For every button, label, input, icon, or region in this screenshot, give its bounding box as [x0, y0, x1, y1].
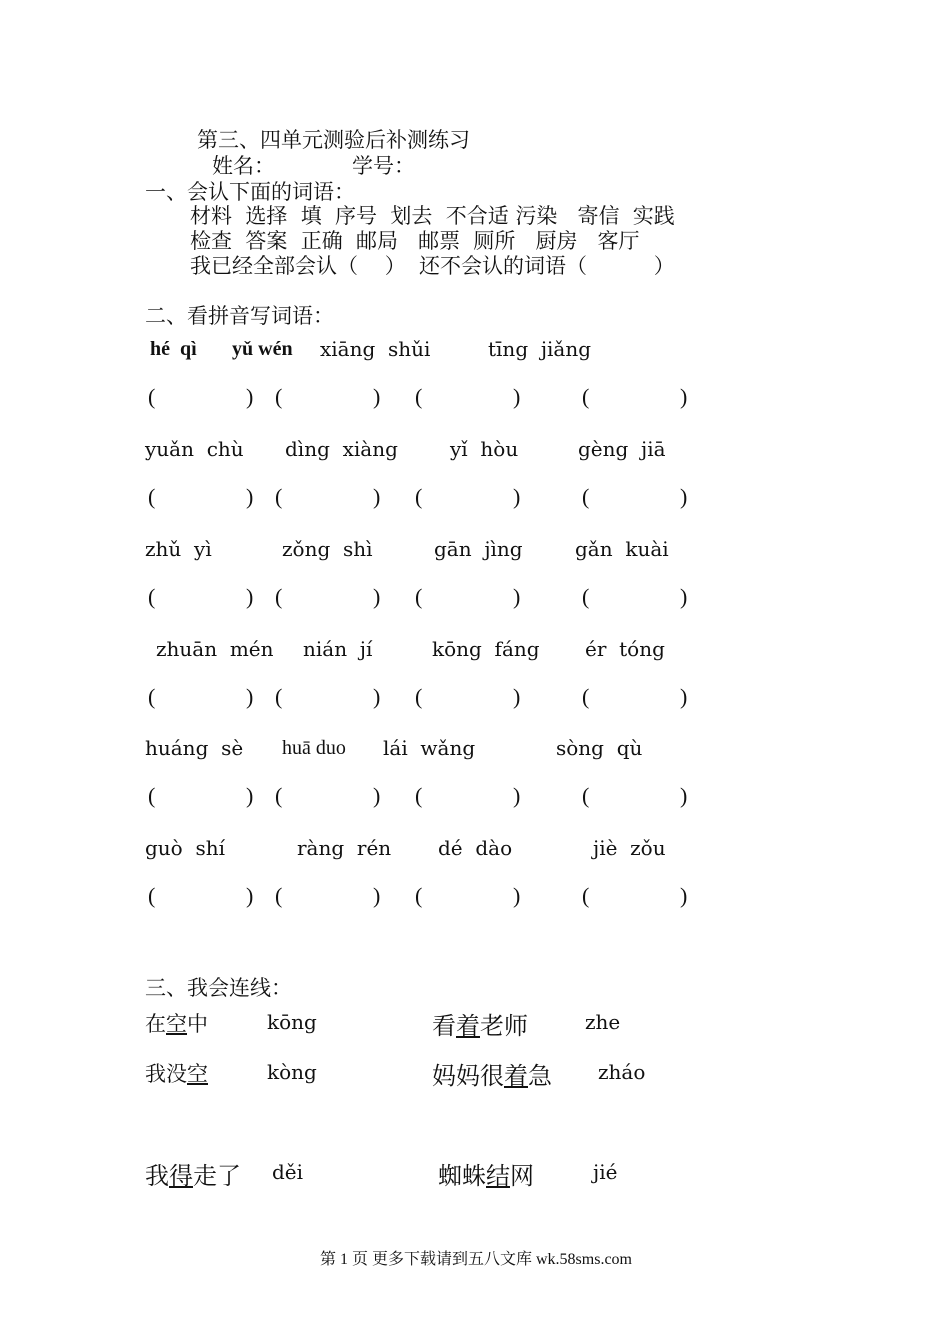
section2-heading: 二、看拼音写词语： — [145, 304, 334, 328]
section1-self-check: 我已经全部会认（ ） 还不会认的词语（ ） — [190, 254, 675, 278]
answer-blank-close: ) — [373, 384, 381, 409]
answer-blank-open: ( — [275, 584, 283, 609]
phrase-text: 中 — [187, 1012, 208, 1036]
answer-blank-close: ) — [246, 883, 254, 908]
answer-blank-open: ( — [415, 484, 423, 509]
pinyin-cell: ràng rén — [297, 836, 392, 860]
answer-blank-open: ( — [415, 584, 423, 609]
target-char: 得 — [169, 1162, 193, 1190]
answer-blank-close: ) — [680, 584, 688, 609]
pinyin-cell: yǐ hòu — [450, 437, 519, 461]
pinyin-cell: jiè zǒu — [593, 836, 666, 860]
section1-heading: 一、会认下面的词语： — [145, 180, 355, 204]
answer-blank-close: ) — [680, 484, 688, 509]
answer-blank-open: ( — [275, 883, 283, 908]
answer-blank-close: ) — [513, 384, 521, 409]
pinyin-cell: gǎn kuài — [575, 537, 669, 561]
answer-blank-close: ) — [680, 783, 688, 808]
answer-blank-close: ) — [513, 883, 521, 908]
answer-blank-open: ( — [582, 584, 590, 609]
pinyin-cell: lái wǎng — [383, 736, 476, 760]
phrase-text: 看 — [432, 1012, 456, 1040]
id-label: 学号： — [352, 154, 415, 178]
answer-blank-open: ( — [415, 684, 423, 709]
answer-blank-close: ) — [513, 584, 521, 609]
answer-blank-open: ( — [148, 384, 156, 409]
phrase-text: 急 — [528, 1062, 552, 1090]
target-char: 结 — [486, 1162, 510, 1190]
answer-blank-open: ( — [415, 883, 423, 908]
match-phrase[interactable] — [438, 1156, 534, 1191]
match-phrase[interactable] — [145, 1156, 241, 1191]
answer-blank-open: ( — [275, 783, 283, 808]
match-pinyin[interactable]: zháo — [598, 1060, 646, 1084]
answer-blank-close: ) — [246, 584, 254, 609]
pinyin-cell: hé qì — [150, 338, 197, 360]
answer-blank-open: ( — [275, 684, 283, 709]
answer-blank-open: ( — [275, 384, 283, 409]
page-title: 第三、四单元测验后补测练习 — [197, 128, 470, 152]
phrase-text: 老师 — [480, 1012, 528, 1040]
pinyin-cell: yǔ wén — [232, 338, 293, 360]
match-pinyin[interactable]: děi — [272, 1160, 304, 1184]
pinyin-cell: dé dào — [438, 836, 513, 860]
target-char: 空 — [187, 1062, 208, 1086]
match-phrase[interactable] — [145, 1008, 208, 1038]
match-pinyin[interactable]: zhe — [585, 1010, 621, 1034]
answer-blank-close: ) — [513, 484, 521, 509]
answer-blank-open: ( — [582, 384, 590, 409]
answer-blank-open: ( — [148, 584, 156, 609]
answer-blank-close: ) — [373, 783, 381, 808]
answer-blank-open: ( — [415, 783, 423, 808]
answer-blank-close: ) — [513, 783, 521, 808]
answer-blank-close: ) — [373, 484, 381, 509]
pinyin-cell: huā duo — [282, 737, 346, 759]
section1-words-line1: 材料 选择 填 序号 划去 不合适 污染 寄信 实践 — [190, 204, 675, 228]
pinyin-cell: zhǔ yì — [145, 537, 212, 561]
pinyin-cell: sòng qù — [556, 736, 643, 760]
pinyin-cell: nián jí — [303, 637, 373, 661]
phrase-text: 网 — [510, 1162, 534, 1190]
pinyin-cell: yuǎn chù — [145, 437, 244, 461]
match-pinyin[interactable]: jié — [593, 1160, 618, 1184]
pinyin-cell: gān jìng — [434, 537, 523, 561]
answer-blank-close: ) — [246, 684, 254, 709]
name-label: 姓名： — [212, 154, 275, 178]
answer-blank-open: ( — [275, 484, 283, 509]
phrase-text: 走了 — [193, 1162, 241, 1190]
match-phrase[interactable] — [145, 1058, 208, 1088]
pinyin-cell: zhuān mén — [156, 637, 274, 661]
answer-blank-open: ( — [148, 883, 156, 908]
answer-blank-open: ( — [148, 783, 156, 808]
phrase-text: 我没 — [145, 1062, 187, 1086]
target-char: 空 — [166, 1012, 187, 1036]
answer-blank-open: ( — [582, 484, 590, 509]
answer-blank-close: ) — [246, 384, 254, 409]
answer-blank-open: ( — [148, 484, 156, 509]
pinyin-cell: ér tóng — [585, 637, 665, 661]
target-char: 着 — [456, 1012, 480, 1040]
pinyin-cell: tīng jiǎng — [488, 337, 592, 361]
target-char: 着 — [504, 1062, 528, 1090]
answer-blank-close: ) — [373, 584, 381, 609]
pinyin-cell: gèng jiā — [578, 437, 666, 461]
pinyin-cell: xiāng shǔi — [320, 337, 431, 361]
section1-words-line2: 检查 答案 正确 邮局 邮票 厕所 厨房 客厅 — [190, 229, 640, 253]
match-pinyin[interactable]: kòng — [267, 1060, 317, 1084]
match-pinyin[interactable]: kōng — [267, 1010, 317, 1034]
page-footer: 第 1 页 更多下载请到五八文库 wk.58sms.com — [320, 1251, 633, 1268]
answer-blank-close: ) — [373, 684, 381, 709]
pinyin-cell: dìng xiàng — [285, 437, 398, 461]
answer-blank-close: ) — [680, 883, 688, 908]
answer-blank-close: ) — [680, 684, 688, 709]
answer-blank-open: ( — [415, 384, 423, 409]
pinyin-cell: zǒng shì — [282, 537, 373, 561]
phrase-text: 我 — [145, 1162, 169, 1190]
pinyin-cell: kōng fáng — [432, 637, 540, 661]
phrase-text: 蜘蛛 — [438, 1162, 486, 1190]
section3-heading: 三、我会连线： — [145, 976, 292, 1000]
answer-blank-open: ( — [582, 684, 590, 709]
match-phrase[interactable] — [432, 1006, 528, 1041]
answer-blank-close: ) — [680, 384, 688, 409]
answer-blank-open: ( — [582, 783, 590, 808]
match-phrase[interactable] — [432, 1056, 552, 1091]
answer-blank-open: ( — [148, 684, 156, 709]
answer-blank-close: ) — [513, 684, 521, 709]
pinyin-cell: guò shí — [145, 836, 225, 860]
answer-blank-close: ) — [373, 883, 381, 908]
answer-blank-close: ) — [246, 484, 254, 509]
answer-blank-close: ) — [246, 783, 254, 808]
phrase-text: 妈妈很 — [432, 1062, 504, 1090]
answer-blank-open: ( — [582, 883, 590, 908]
phrase-text: 在 — [145, 1012, 166, 1036]
pinyin-cell: huáng sè — [145, 736, 244, 760]
